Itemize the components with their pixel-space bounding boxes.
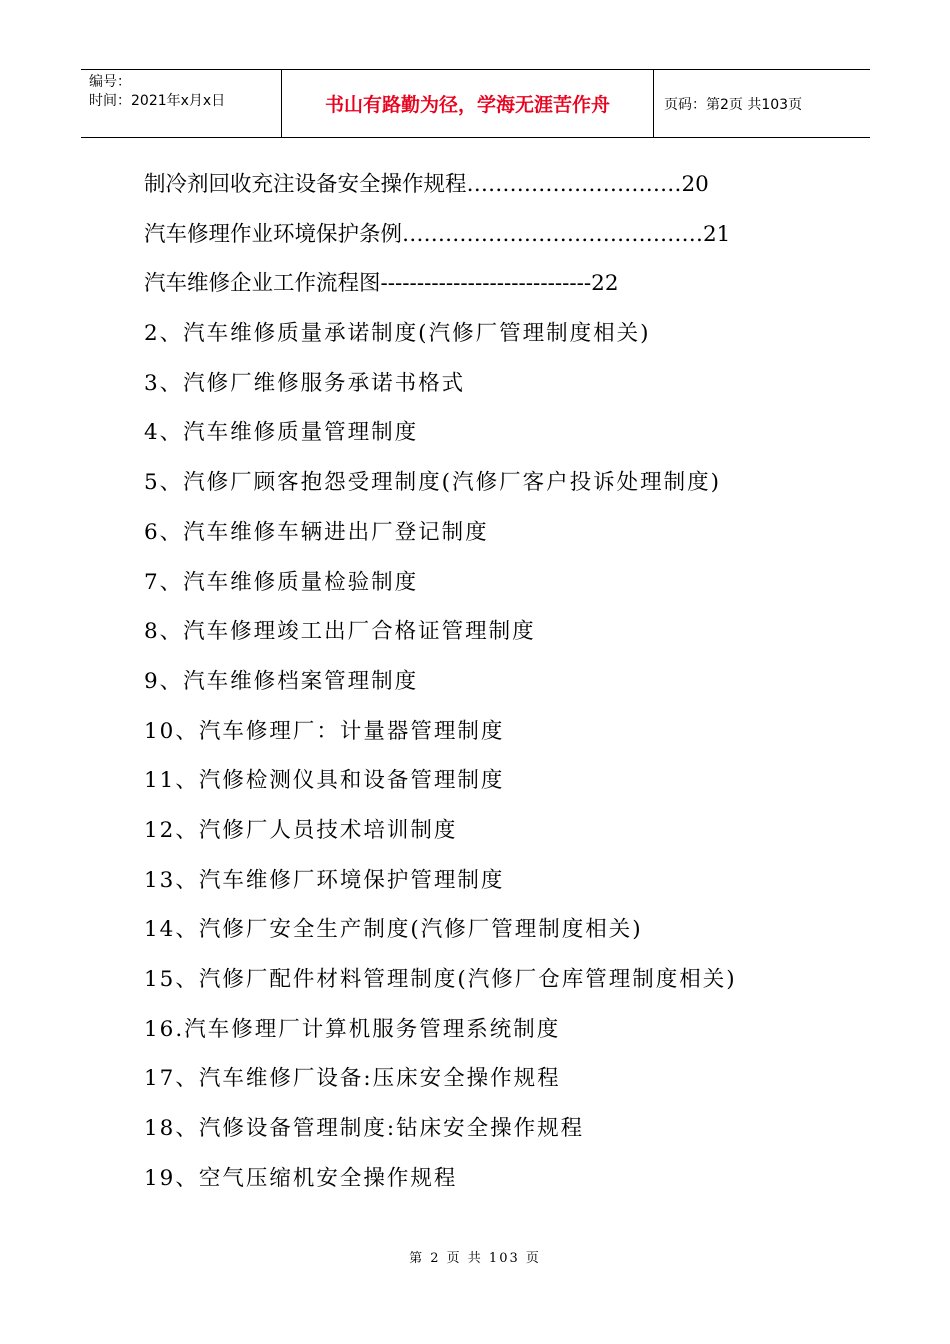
toc-item: 18、汽修设备管理制度:钻床安全操作规程 xyxy=(144,1116,585,1142)
toc-item: 11、汽修检测仪具和设备管理制度 xyxy=(144,768,505,794)
toc-item: 制冷剂回收充注设备安全操作规程…………………………20 xyxy=(144,172,709,197)
table-of-contents xyxy=(144,160,804,1203)
toc-item: 8、汽车修理竣工出厂合格证管理制度 xyxy=(144,619,536,645)
toc-item: 13、汽车维修厂环境保护管理制度 xyxy=(144,867,505,893)
toc-item: 14、汽修厂安全生产制度(汽修厂管理制度相关) xyxy=(144,917,643,943)
date-label: 时间：2021年x月x日 xyxy=(89,93,226,109)
number-label: 编号： xyxy=(89,74,131,90)
toc-item: 4、汽车维修质量管理制度 xyxy=(144,420,419,446)
toc-item: 10、汽车修理厂：计量器管理制度 xyxy=(144,718,505,744)
header-motto: 书山有路勤为径，学海无涯苦作舟 xyxy=(282,70,654,137)
toc-item: 7、汽车维修质量检验制度 xyxy=(144,569,419,595)
header-meta xyxy=(81,70,282,137)
toc-item: 汽车维修企业工作流程图-----------------------------22 xyxy=(144,271,619,297)
header-page-info: 页码：第2页 共103页 xyxy=(664,96,803,113)
toc-item: 16.汽车修理厂计算机服务管理系统制度 xyxy=(144,1016,561,1042)
toc-item: 9、汽车维修档案管理制度 xyxy=(144,668,419,694)
page-footer: 第 2 页 共 103 页 xyxy=(409,1251,541,1266)
toc-item: 17、汽车维修厂设备:压床安全操作规程 xyxy=(144,1066,561,1092)
toc-item: 15、汽修厂配件材料管理制度(汽修厂仓库管理制度相关) xyxy=(144,967,737,992)
toc-item: 3、汽修厂维修服务承诺书格式 xyxy=(144,370,466,396)
toc-item: 19、空气压缩机安全操作规程 xyxy=(144,1165,458,1191)
toc-item: 6、汽车维修车辆进出厂登记制度 xyxy=(144,519,489,545)
toc-item: 2、汽车维修质量承诺制度(汽修厂管理制度相关) xyxy=(144,321,651,347)
toc-item: 12、汽修厂人员技术培训制度 xyxy=(144,817,458,843)
toc-item: 汽车修理作业环境保护条例……………………………………21 xyxy=(144,221,731,247)
page-header xyxy=(81,69,870,138)
toc-item: 5、汽修厂顾客抱怨受理制度(汽修厂客户投诉处理制度) xyxy=(144,470,721,496)
